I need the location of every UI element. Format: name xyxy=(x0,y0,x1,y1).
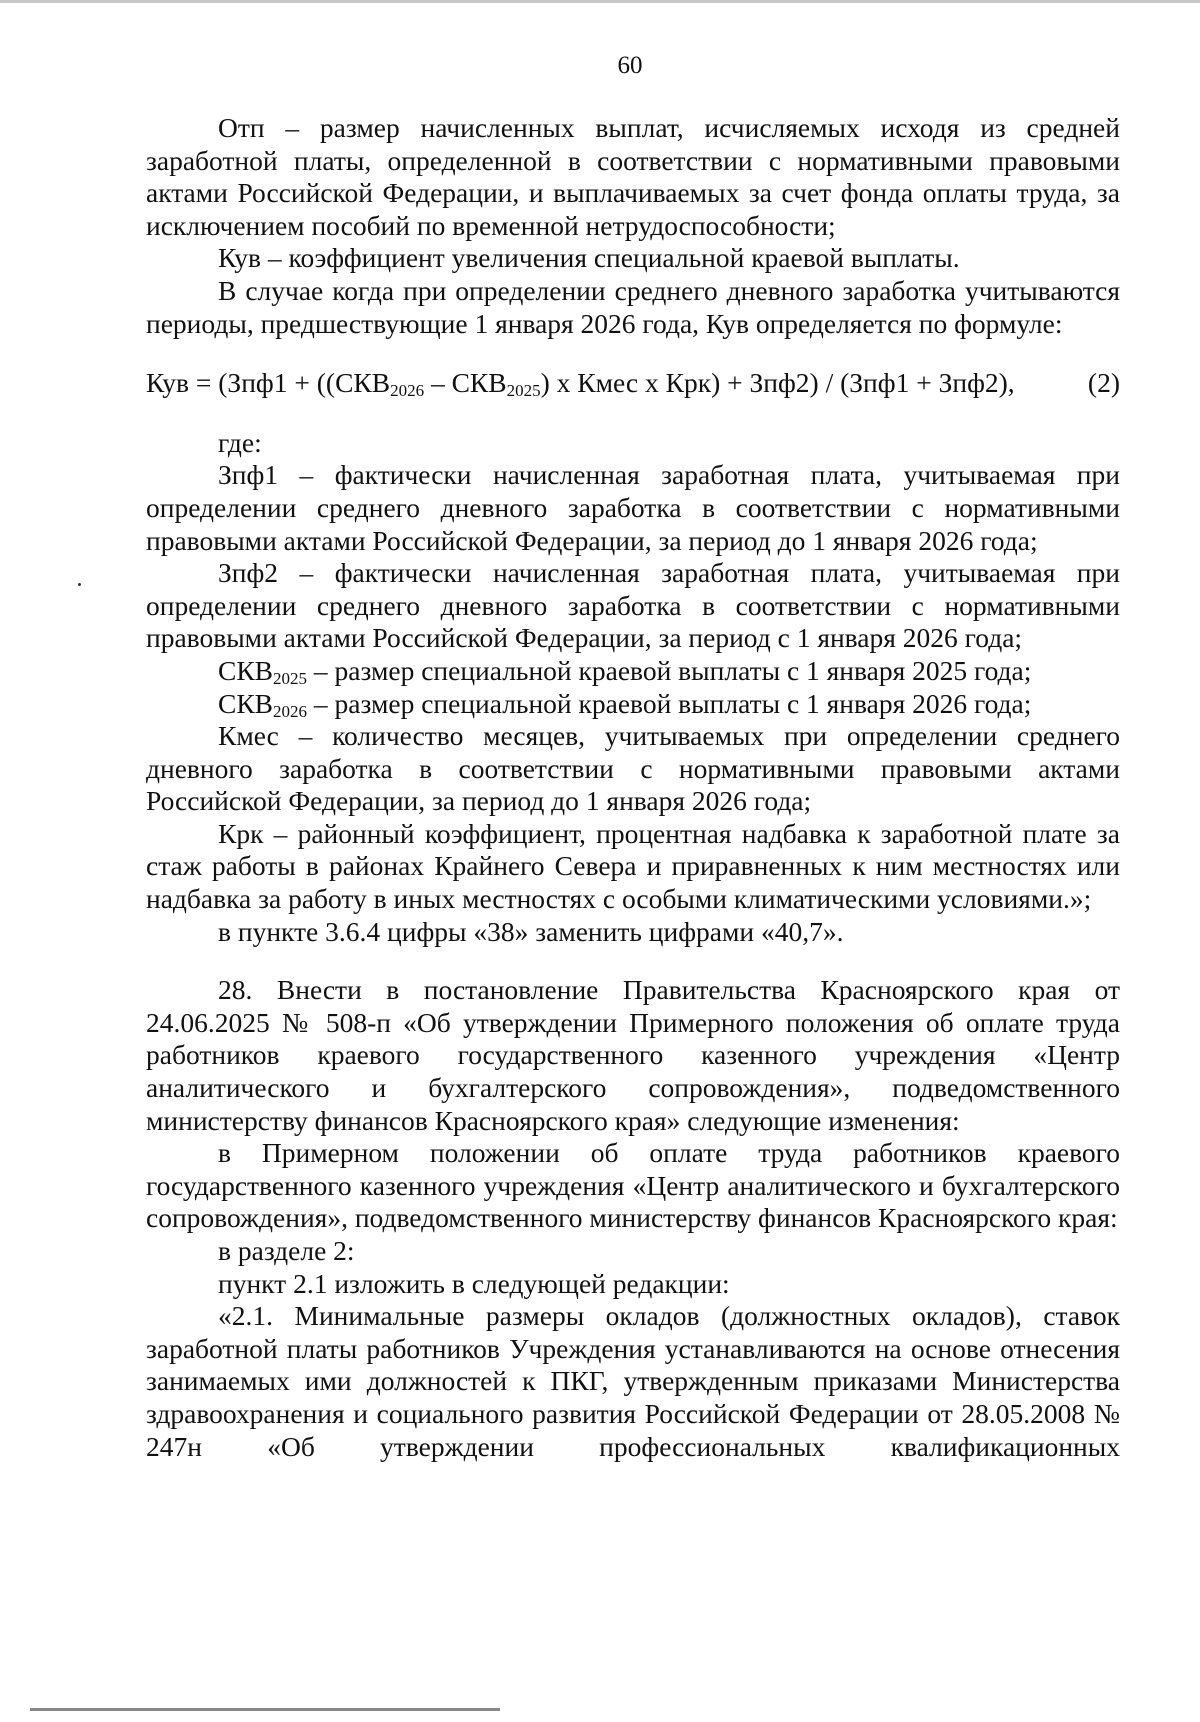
paragraph-where: где: xyxy=(218,426,262,458)
paragraph-item-2-1-intro: пункт 2.1 изложить в следующей редакции: xyxy=(218,1267,730,1299)
formula-expression: Кув = ($Зпф1 + ((СКВ_{2026} - СКВ_{2025})$ х Кмес х Крк) + Зпф2) / (Зпф1 + Зпф2), xyxy=(146,367,1015,401)
section-gap xyxy=(146,948,1120,974)
paragraph-otp-definition: Отп – размер начисленных выплат, исчисляемых исходя из средней заработной платы, определенной в соответствии с нормативными правовыми актами Российской Федерации, и выплачиваемых за счет фонда оплаты труда, за исключением пособий по временной нетрудоспособности; xyxy=(146,112,1120,241)
paragraph-skv2025: $СКВ_{2025}$ – размер специальной краевой выплаты с 1 января 2025 года; xyxy=(218,654,1032,688)
paragraph-kuv-case: В случае когда при определении среднего дневного заработка учитываются периоды, предшествующие 1 января 2026 года, Кув определяется по формуле: xyxy=(146,274,1120,339)
paragraph-kuv-definition: Кув – коэффициент увеличения специальной краевой выплаты. xyxy=(218,242,960,274)
paragraph-zpf1: Зпф1 – фактически начисленная заработная плата, учитываемая при определении среднего дневного заработка в соответствии с нормативными правовыми актами Российской Федерации, за период до 1 января 2026 года; xyxy=(146,459,1120,556)
page-number: 60 xyxy=(617,52,643,79)
scan-bottom-edge xyxy=(30,1708,500,1711)
paragraph-krk: Крк – районный коэффициент, процентная надбавка к заработной плате за стаж работы в районах Крайнего Севера и приравненных к ним местностях или надбавка за работу в иных местностях с особыми климатическими условиями.»; xyxy=(146,817,1120,915)
paragraph-zpf2: Зпф2 – фактически начисленная заработная плата, учитываемая при определении среднего дневного заработка в соответствии с нормативными правовыми актами Российской Федерации, за период с 1 января 2026 года; xyxy=(146,557,1120,654)
paragraph-model-regulation: в Примерном положении об оплате труда работников краевого государственного казенного учреждения «Центр аналитического и бухгалтерского сопровождения», подведомственного министерству финансов Красноярского края: xyxy=(146,1137,1120,1234)
paragraph-item-28: 28. Внести в постановление Правительства Красноярского края от 24.06.2025 № 508-п «Об утверждении Примерного положения об оплате труда работников краевого государственного казенного учреждения «Центр аналитического и бухгалтерского сопровождения», подведомственного министерству финансов Красноярского края» следующие изменения: xyxy=(146,974,1120,1136)
formula-2 xyxy=(146,367,1120,400)
scan-top-edge xyxy=(0,0,1200,3)
scan-speck xyxy=(78,583,81,586)
paragraph-skv2026: $СКВ_{2026}$ – размер специальной краевой выплаты с 1 января 2026 года; xyxy=(218,687,1032,721)
paragraph-item-2-1-text: «2.1. Минимальные размеры окладов (должностных окладов), ставок заработной платы работников Учреждения устанавливаются на основе отнесения занимаемых ими должностей к ПКГ, утвержденным приказами Министерства здравоохранения и социального развития Российской Федерации от 28.05.2008 № 247н «Об утверждении профессиональных квалификационных xyxy=(146,1300,1120,1462)
paragraph-section-2: в разделе 2: xyxy=(218,1235,355,1266)
formula-number: (2) xyxy=(1087,367,1120,399)
paragraph-kmes: Кмес – количество месяцев, учитываемых при определении среднего дневного заработка в соответствии с нормативными правовыми актами Российской Федерации, за период до 1 января 2026 года; xyxy=(146,720,1120,817)
paragraph-item-3-6-4: в пункте 3.6.4 цифры «38» заменить цифрами «40,7». xyxy=(218,915,844,947)
document-body xyxy=(146,112,1120,1463)
